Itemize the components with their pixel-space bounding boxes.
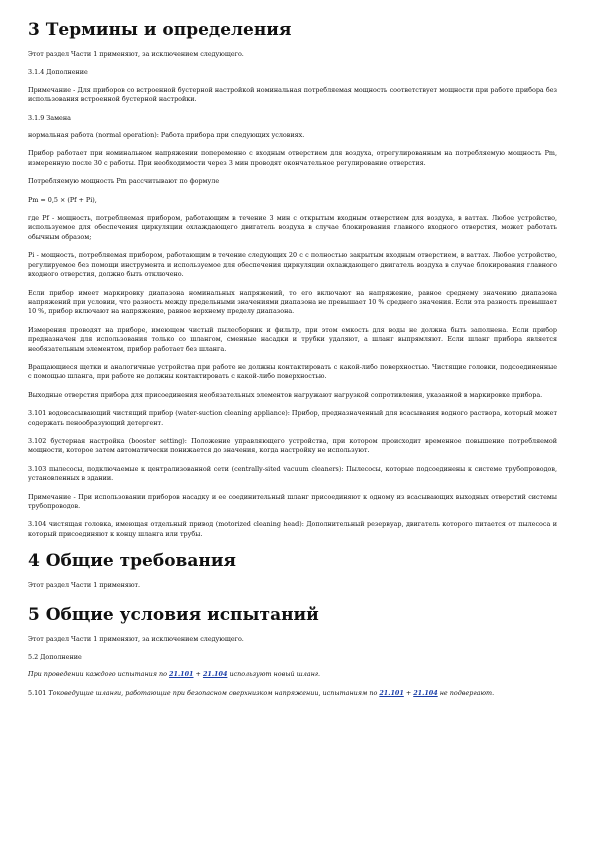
clause-3-1-9: 3.1.9 Замена [28,113,71,122]
pf-definition: где Pf - мощность, потребляемая прибором, работающим в течение 3 мин с открытым входным отверстием для воздуха, в ваттах. Любое устройство, используемое для обеспечения циркуляции охлаждающего двигатель воздуха в случае блокирования главного входного отверстия, может работать обычным образом; [28,214,557,241]
section-3-intro: Этот раздел Части 1 применяют, за исключением следующего. [28,50,244,58]
clause-3-101: 3.101 водовсасывающий чистящий прибор (water-suction cleaning appliance): Прибор, предназначенный для всасывания водного раствора, который может содержать пенообразующий детергент. [28,409,557,427]
new-hose-text-a: При проведении каждого испытания по [28,670,170,679]
clause-3-102: 3.102 бустерная настройка (booster setting): Положение управляющего устройства, при котором происходит временное повышение потребляемой мощности, которое затем автоматически понижается до значения, когда настройку не используют. [28,436,557,455]
clause-5-2: 5.2 Дополнение [28,653,82,662]
section-4-intro: Этот раздел Части 1 применяют. [28,581,141,590]
outlets-paragraph: Выходные отверстия прибора для присоединения необязательных элементов нагружают нагрузкой сопротивления, указанной в маркировке прибора. [28,390,543,399]
section-5-heading: 5 Общие условия испытаний [28,604,319,625]
link-21-104[interactable]: 21.104 [202,670,228,679]
pi-definition: Pi - мощность, потребляемая прибором, работающим в течение следующих 20 с с полностью закрытым входным отверстием, в ваттах. Любое устройство, регулируемое без помощи инструмента и используемое для обеспечения циркуляции охлаждающего двигатель воздуха в случае блокирования главного входного отверстия, должно быть отключено. [28,251,557,279]
normal-operation-term: нормальная работа (normal operation): Работа прибора при следующих условиях. [28,131,305,140]
link-21-101[interactable]: 21.101 [169,670,194,679]
section-4-heading: 4 Общие требования [28,551,236,572]
note-booster: Примечание - Для приборов со встроенной бустерной настройкой номинальная потребляемая мощность соответствует мощности при работе прибора без использования встроенной бустерной настройки. [28,85,557,104]
clause-5-101-text-a: Токоведущие шланги, работающие при безопасном сверхнизком напряжении, испытаниям по [48,688,380,697]
brushes-paragraph: Вращающиеся щетки и аналогичные устройства при работе не должны контактировать с какой-либо поверхностью. Чистящие головки, подсоединенные с помощью шланга, при работе не должны контактировать с какой-либо поверхностью. [28,362,557,381]
plus-sign: + [193,670,203,679]
voltage-range-paragraph: Если прибор имеет маркировку диапазона номинальных напряжений, то его включают на напряжение, равное среднему значению диапазона напряжений при условии, что разность между предельными значениями диапазона не превышает 10 % среднего значения. Если эта разность превышает 10 %, прибор включают на напряжение, равное верхнему пределу диапазона. [28,288,557,316]
clause-5-101 [28,689,557,698]
operation-conditions: Прибор работает при номинальном напряжении попеременно с входным отверстием для воздуха, отрегулированным на потребляемую мощность Pm, измеренную после 30 с работы. При необходимости через 3 мин проводят окончательное регулирование отверстия. [28,149,557,167]
link-21-104-b[interactable]: 21.104 [413,688,438,697]
plus-sign-b: + [403,688,414,697]
new-hose-paragraph [28,670,557,679]
new-hose-text-b: используют новый шланг. [227,670,321,679]
clause-5-101-number: 5.101 [28,688,49,697]
link-21-101-b[interactable]: 21.101 [379,688,404,697]
power-formula: Pm = 0,5 × (Pf + Pi), [28,195,97,204]
power-formula-intro: Потребляемую мощность Pm рассчитывают по формуле [28,177,220,186]
note-piping: Примечание - При использовании приборов насадку и ее соединительный шланг присоединяют к одному из всасывающих выходных отверстий системы трубопроводов. [28,492,557,510]
clause-3-103: 3.103 пылесосы, подключаемые к централизованной сети (centrally-sited vacuum cleaners): Пылесосы, которые подсоединены к системе трубопроводов, установленных в здании. [28,464,557,483]
section-5-intro: Этот раздел Части 1 применяют, за исключением следующего. [28,634,244,643]
clause-3-104: 3.104 чистящая головка, имеющая отдельный привод (motorized cleaning head): Дополнительный резервуар, двигатель которого питается от пылесоса и который присоединяют к концу шланга или трубы. [28,520,557,538]
measurement-paragraph: Измерения проводят на приборе, имеющем чистый пылесборник и фильтр, при этом емкость для воды не должна быть заполнена. Если прибор предназначен для использования только со шлангом, сменные насадки и трубки удаляют, а шланг выпрямляют. Если шланг прибора является необязательным элементом, прибор работает без шланга. [28,325,557,353]
clause-5-101-text-c: не подвергают. [437,688,495,697]
clause-3-1-4: 3.1.4 Дополнение [28,68,88,77]
section-3-heading: 3 Термины и определения [28,20,292,40]
